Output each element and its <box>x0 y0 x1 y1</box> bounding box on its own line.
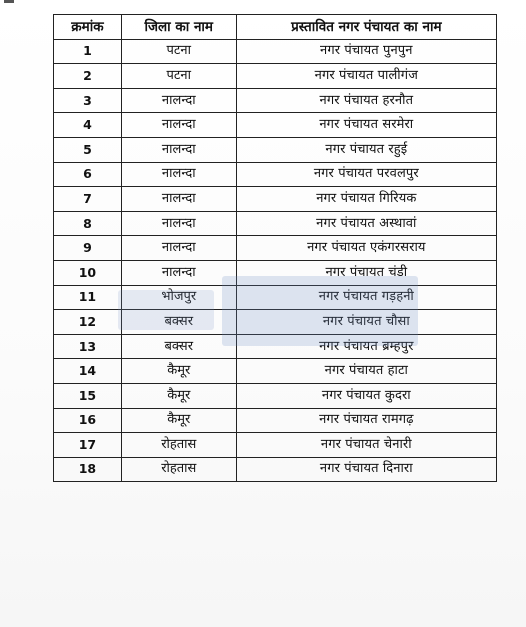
table-row <box>54 137 497 162</box>
table-row <box>54 88 497 113</box>
cell-nagar-panchayat: नगर पंचायत परवलपुर <box>236 162 496 187</box>
table-row <box>54 113 497 138</box>
cell-district: नालन्दा <box>121 187 236 212</box>
nagar-panchayat-table <box>53 14 497 482</box>
table-header-row <box>54 15 497 40</box>
cell-serial: 12 <box>54 310 122 335</box>
cell-serial: 18 <box>54 457 122 482</box>
cell-nagar-panchayat: नगर पंचायत गिरियक <box>236 187 496 212</box>
cell-serial: 3 <box>54 88 122 113</box>
cell-nagar-panchayat: नगर पंचायत चंडी <box>236 260 496 285</box>
cell-serial: 2 <box>54 64 122 89</box>
cell-serial: 11 <box>54 285 122 310</box>
cell-nagar-panchayat: नगर पंचायत सरमेरा <box>236 113 496 138</box>
cell-district: नालन्दा <box>121 211 236 236</box>
cell-serial: 4 <box>54 113 122 138</box>
header-district: जिला का नाम <box>121 15 236 40</box>
header-proposed-name: प्रस्तावित नगर पंचायत का नाम <box>236 15 496 40</box>
cell-district: नालन्दा <box>121 260 236 285</box>
cell-district: भोजपुर <box>121 285 236 310</box>
cell-nagar-panchayat: नगर पंचायत एकंगरसराय <box>236 236 496 261</box>
cell-nagar-panchayat: नगर पंचायत गड़हनी <box>236 285 496 310</box>
table-container <box>53 14 497 482</box>
cell-district: नालन्दा <box>121 162 236 187</box>
cell-nagar-panchayat: नगर पंचायत अस्थावां <box>236 211 496 236</box>
cell-nagar-panchayat: नगर पंचायत चौसा <box>236 310 496 335</box>
cell-serial: 15 <box>54 383 122 408</box>
cell-serial: 5 <box>54 137 122 162</box>
cell-district: नालन्दा <box>121 236 236 261</box>
table-row <box>54 285 497 310</box>
table-row <box>54 310 497 335</box>
cell-district: नालन्दा <box>121 137 236 162</box>
cell-district: नालन्दा <box>121 88 236 113</box>
table-row <box>54 39 497 64</box>
cell-nagar-panchayat: नगर पंचायत हाटा <box>236 359 496 384</box>
cell-nagar-panchayat: नगर पंचायत चेनारी <box>236 433 496 458</box>
cell-serial: 10 <box>54 260 122 285</box>
cell-nagar-panchayat: नगर पंचायत कुदरा <box>236 383 496 408</box>
cell-district: कैमूर <box>121 359 236 384</box>
cell-nagar-panchayat: नगर पंचायत पुनपुन <box>236 39 496 64</box>
cell-serial: 8 <box>54 211 122 236</box>
table-row <box>54 408 497 433</box>
cell-district: बक्सर <box>121 334 236 359</box>
cell-district: रोहतास <box>121 457 236 482</box>
cell-nagar-panchayat: नगर पंचायत हरनौत <box>236 88 496 113</box>
table-row <box>54 64 497 89</box>
table-row <box>54 187 497 212</box>
cell-district: रोहतास <box>121 433 236 458</box>
cell-serial: 1 <box>54 39 122 64</box>
table-row <box>54 457 497 482</box>
table-row <box>54 236 497 261</box>
cell-serial: 14 <box>54 359 122 384</box>
table-row <box>54 359 497 384</box>
cell-district: कैमूर <box>121 383 236 408</box>
header-serial: क्रमांक <box>54 15 122 40</box>
cell-district: कैमूर <box>121 408 236 433</box>
cell-serial: 9 <box>54 236 122 261</box>
cell-district: पटना <box>121 39 236 64</box>
cell-serial: 13 <box>54 334 122 359</box>
table-row <box>54 162 497 187</box>
table-row <box>54 211 497 236</box>
table-row <box>54 260 497 285</box>
cell-nagar-panchayat: नगर पंचायत रहुई <box>236 137 496 162</box>
cell-serial: 16 <box>54 408 122 433</box>
cell-nagar-panchayat: नगर पंचायत पालीगंज <box>236 64 496 89</box>
cell-nagar-panchayat: नगर पंचायत दिनारा <box>236 457 496 482</box>
table-row <box>54 433 497 458</box>
scan-mark <box>4 0 14 3</box>
cell-serial: 6 <box>54 162 122 187</box>
cell-serial: 7 <box>54 187 122 212</box>
cell-nagar-panchayat: नगर पंचायत ब्रम्हपुर <box>236 334 496 359</box>
cell-district: बक्सर <box>121 310 236 335</box>
table-row <box>54 383 497 408</box>
cell-serial: 17 <box>54 433 122 458</box>
table-row <box>54 334 497 359</box>
cell-district: पटना <box>121 64 236 89</box>
cell-district: नालन्दा <box>121 113 236 138</box>
cell-nagar-panchayat: नगर पंचायत रामगढ़ <box>236 408 496 433</box>
